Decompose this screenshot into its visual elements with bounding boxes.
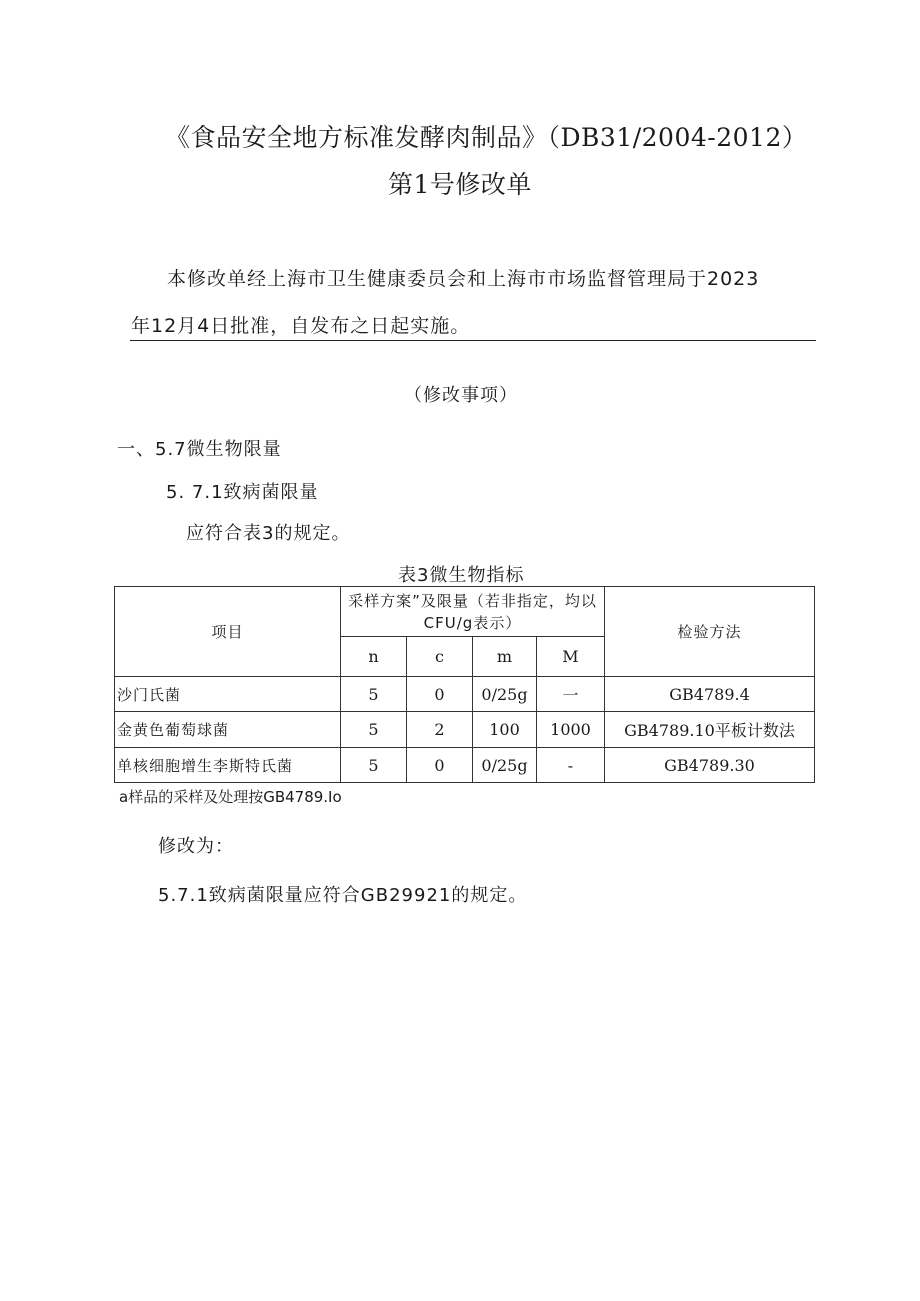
table-footnote: a样品的采样及处理按GB4789.Io (119, 788, 342, 806)
header-n: n (341, 637, 407, 677)
table-row (115, 712, 815, 748)
microbial-limits-table (114, 586, 815, 783)
table-caption: 表3微生物指标 (398, 565, 525, 586)
table-row (115, 677, 815, 712)
header-method: 检验方法 (605, 587, 815, 677)
row-c: 2 (407, 712, 473, 748)
item-heading: 一、5.7微生物限量 (117, 439, 282, 460)
row-n: 5 (341, 712, 407, 748)
row-m: 0/25g (473, 677, 537, 712)
sub-heading: 5. 7.1致病菌限量 (166, 482, 319, 503)
row-n: 5 (341, 677, 407, 712)
document-subtitle: 第1号修改单 (388, 170, 532, 199)
row-c: 0 (407, 677, 473, 712)
row-item: 金黄色葡萄球菌 (115, 712, 341, 748)
document-title: 《食品安全地方标准发酵肉制品》（DB31/2004-2012） (165, 123, 808, 152)
row-method: GB4789.10平板计数法 (605, 712, 815, 748)
row-m: 100 (473, 712, 537, 748)
row-M: 一 (537, 677, 605, 712)
row-method: GB4789.30 (605, 748, 815, 783)
table-header-row (115, 587, 815, 637)
change-text: 5.7.1致病菌限量应符合GB29921的规定。 (158, 885, 528, 906)
divider (130, 340, 816, 341)
row-n: 5 (341, 748, 407, 783)
row-c: 0 (407, 748, 473, 783)
row-m: 0/25g (473, 748, 537, 783)
header-c: c (407, 637, 473, 677)
change-label: 修改为： (158, 836, 234, 857)
header-m: m (473, 637, 537, 677)
row-item: 单核细胞增生李斯特氏菌 (115, 748, 341, 783)
requirement-text: 应符合表3的规定。 (186, 523, 351, 544)
row-item: 沙门氏菌 (115, 677, 341, 712)
table-row (115, 748, 815, 783)
header-sampling-plan: 采样方案”及限量（若非指定，均以CFU/g表示） (341, 587, 605, 637)
section-heading: （修改事项） (404, 385, 518, 406)
row-M: 1000 (537, 712, 605, 748)
row-M: - (537, 748, 605, 783)
header-M: M (537, 637, 605, 677)
intro-line-2: 年12月4日批准，自发布之日起实施。 (131, 315, 471, 337)
intro-line-1: 本修改单经上海市卫生健康委员会和上海市市场监督管理局于2023 (167, 268, 760, 290)
row-method: GB4789.4 (605, 677, 815, 712)
header-item: 项目 (115, 587, 341, 677)
